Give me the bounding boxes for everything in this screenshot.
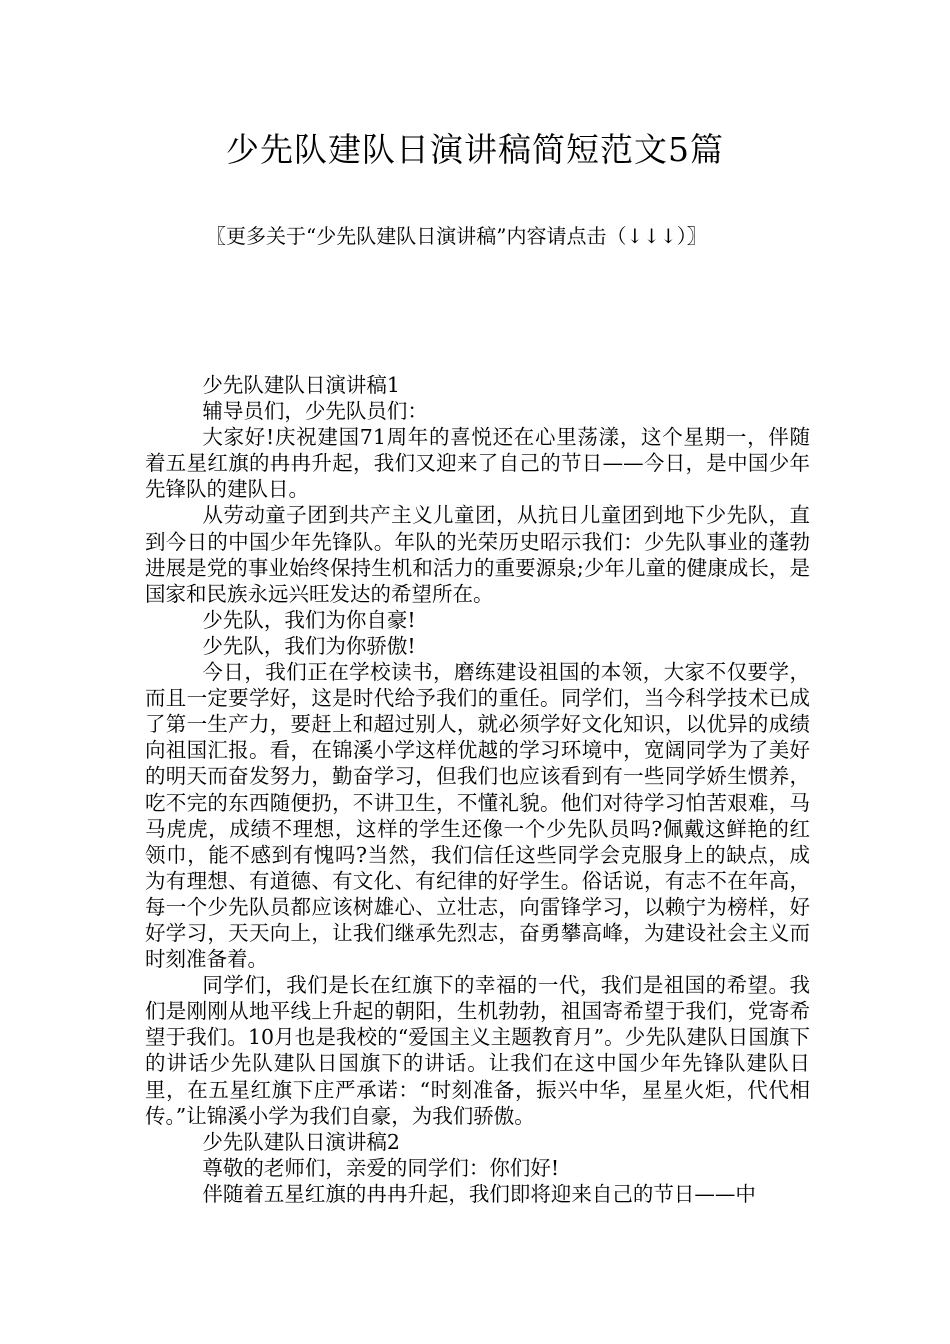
paragraph: 少先队，我们为你自豪!: [202, 607, 416, 632]
paragraph: 伴随着五星红旗的冉冉升起，我们即将迎来自己的节日——中: [202, 1181, 756, 1206]
more-content-link[interactable]: 〖更多关于“少先队建队日演讲稿”内容请点击（↓↓↓）〗: [206, 224, 707, 248]
document-title: 少先队建队日演讲稿简短范文5篇: [226, 130, 724, 169]
salutation-2: 尊敬的老师们，亲爱的同学们：你们好!: [202, 1155, 560, 1180]
section-heading-2: 少先队建队日演讲稿2: [202, 1129, 400, 1154]
paragraph: 从劳动童子团到共产主义儿童团，从抗日儿童团到地下少先队，直到今日的中国少年先锋队。年队的光荣历史昭示我们：少先队事业的蓬勃进展是党的事业始终保持生机和活力的重要源泉;少年儿童的健康成长，是国家和民族永远兴旺发达的希望所在。: [145, 503, 810, 606]
salutation-1: 辅导员们，少先队员们：: [202, 399, 428, 424]
section-heading-1: 少先队建队日演讲稿1: [202, 373, 400, 397]
document-body: [145, 372, 810, 1207]
paragraph: 同学们，我们是长在红旗下的幸福的一代，我们是祖国的希望。我们是刚刚从地平线上升起的朝阳，生机勃勃，祖国寄希望于我们，党寄希望于我们。10月也是我校的“爱国主义主题教育月”。少先队建队日国旗下的讲话少先队建队日国旗下的讲话。让我们在这中国少年先锋队建队日里，在五星红旗下庄严承诺：“时刻准备，振兴中华，星星火炬，代代相传。”让锦溪小学为我们自豪，为我们骄傲。: [145, 973, 810, 1128]
paragraph: 今日，我们正在学校读书，磨练建设祖国的本领，大家不仅要学，而且一定要学好，这是时代给予我们的重任。同学们，当今科学技术已成了第一生产力，要赶上和超过别人，就必须学好文化知识，以优异的成绩向祖国汇报。看，在锦溪小学这样优越的学习环境中，宽阔同学为了美好的明天而奋发努力，勤奋学习，但我们也应该看到有一些同学娇生惯养，吃不完的东西随便扔，不讲卫生，不懂礼貌。他们对待学习怕苦艰难，马马虎虎，成绩不理想，这样的学生还像一个少先队员吗?佩戴这鲜艳的红领巾，能不感到有愧吗?当然，我们信任这些同学会克服身上的缺点，成为有理想、有道德、有文化、有纪律的好学生。俗话说，有志不在年高，每一个少先队员都应该树雄心、立壮志，向雷锋学习，以赖宁为榜样，好好学习，天天向上，让我们继承先烈志，奋勇攀高峰，为建设社会主义而时刻准备着。: [145, 660, 810, 972]
paragraph: 少先队，我们为你骄傲!: [202, 633, 416, 658]
paragraph: 大家好!庆祝建国71周年的喜悦还在心里荡漾，这个星期一，伴随着五星红旗的冉冉升起，我们又迎来了自己的节日——今日，是中国少年先锋队的建队日。: [145, 425, 810, 502]
